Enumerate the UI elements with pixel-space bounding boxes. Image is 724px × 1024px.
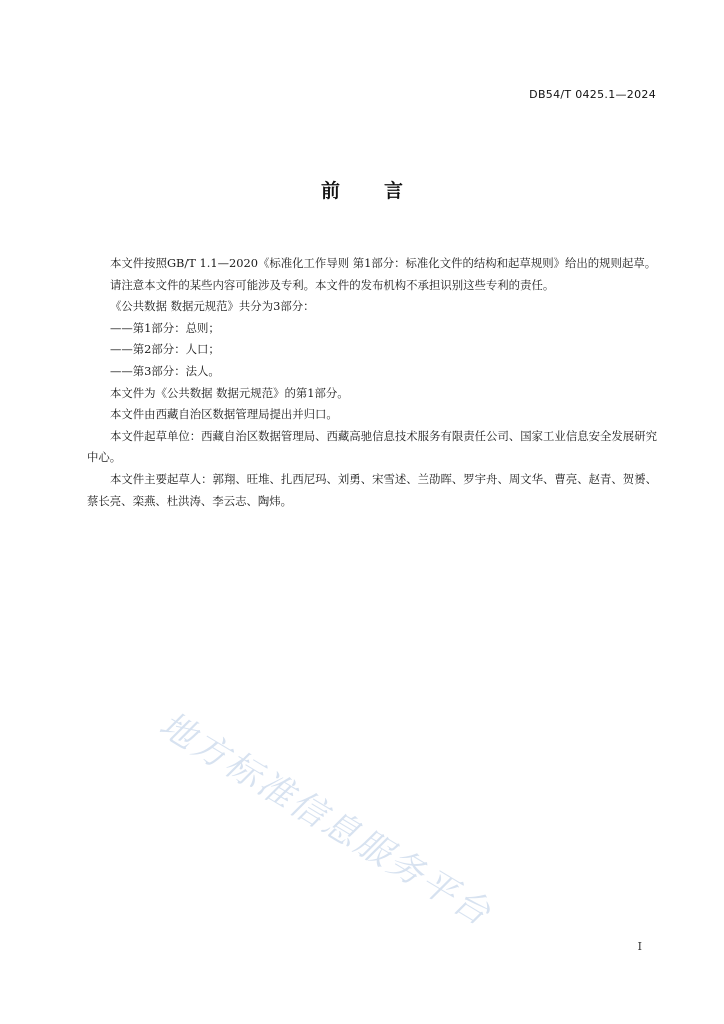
title-char-1: 前 [320, 180, 340, 202]
list-item-part-3: ——第3部分：法人。 [110, 363, 220, 378]
paragraph-this-part: 本文件为《公共数据 数据元规范》的第1部分。 [110, 385, 349, 400]
paragraph-proposer: 本文件由西藏自治区数据管理局提出并归口。 [110, 407, 338, 422]
paragraph-drafting-units: 本文件起草单位：西藏自治区数据管理局、西藏高驰信息技术服务有限责任公司、国家工业信息安全发展研究中心。 [87, 428, 657, 465]
list-item-part-2: ——第2部分：人口； [110, 342, 220, 357]
preface-body [87, 253, 657, 512]
page-title [0, 176, 724, 203]
list-item-part-1: ——第1部分：总则； [110, 320, 220, 335]
page-number: I [637, 940, 642, 953]
paragraph-drafters: 本文件主要起草人：郭翔、旺堆、扎西尼玛、刘勇、宋雪述、兰劭晖、罗宇舟、周文华、曹亮、赵青、贺赟、蔡长亮、栾燕、杜洪涛、李云志、陶炜。 [87, 471, 657, 508]
paragraph-parts-intro: 《公共数据 数据元规范》共分为3部分： [110, 299, 315, 314]
paragraph-drafting-rules: 本文件按照GB/T 1.1—2020《标准化工作导则 第1部分：标准化文件的结构和起草规则》给出的规则起草。 [110, 256, 657, 270]
watermark: 地方标准信息服务平台 [152, 704, 499, 935]
document-code: DB54/T 0425.1—2024 [529, 88, 656, 101]
paragraph-patent-notice: 请注意本文件的某些内容可能涉及专利。本文件的发布机构不承担识别这些专利的责任。 [110, 277, 555, 292]
title-char-2: 言 [384, 180, 404, 202]
